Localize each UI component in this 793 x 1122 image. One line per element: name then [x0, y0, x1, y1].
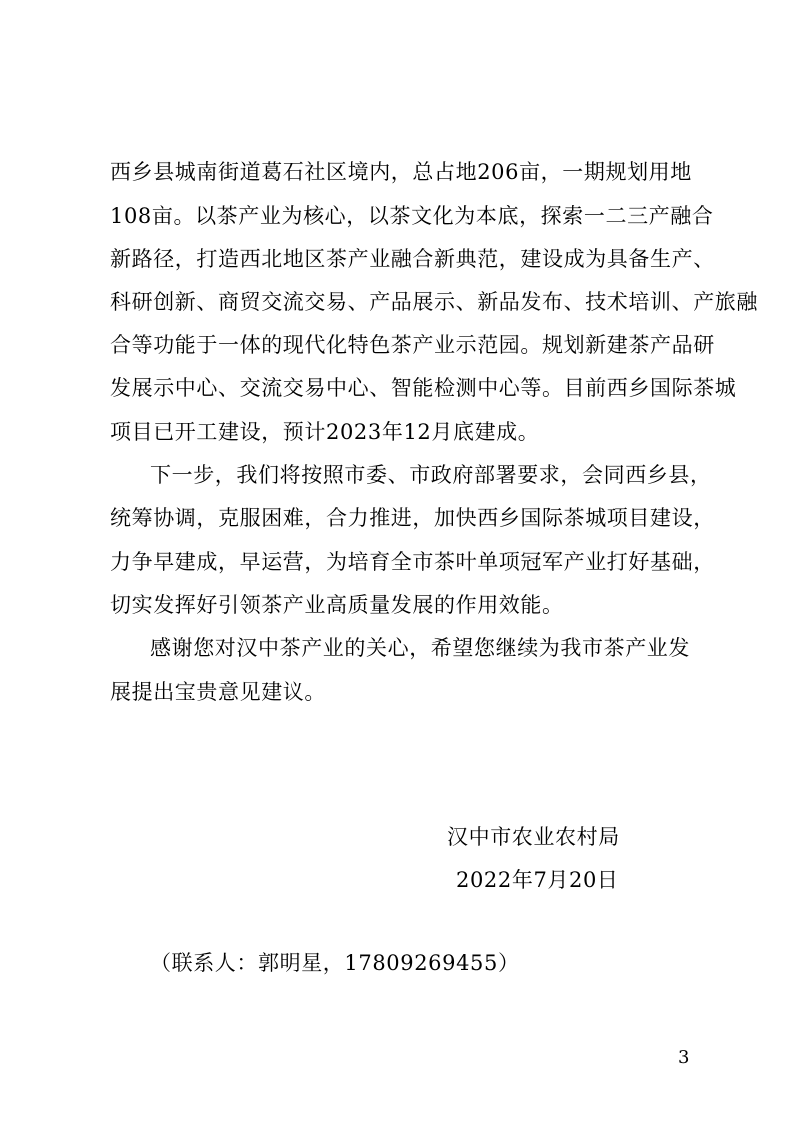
paragraph-line: 展提出宝贵意见建议。 [110, 680, 326, 704]
paragraph-line: 统筹协调，克服困难，合力推进，加快西乡国际茶城项目建设， [110, 506, 715, 530]
signature-date: 2022年7月20日 [456, 868, 619, 892]
paragraph-line: 项目已开工建设，预计2023年12月底建成。 [110, 420, 540, 444]
paragraph-line: 新路径，打造西北地区茶产业融合新典范，建设成为具备生产、 [110, 247, 715, 271]
paragraph-line: 下一步，我们将按照市委、市政府部署要求，会同西乡县， [150, 463, 712, 487]
paragraph-line: 发展示中心、交流交易中心、智能检测中心等。目前西乡国际茶城 [110, 376, 737, 400]
paragraph-line: 感谢您对汉中茶产业的关心，希望您继续为我市茶产业发 [150, 636, 690, 660]
paragraph-line: 力争早建成，早运营，为培育全市茶叶单项冠军产业打好基础， [110, 550, 715, 574]
paragraph-line: 合等功能于一体的现代化特色茶产业示范园。规划新建茶产品研 [110, 333, 715, 357]
paragraph-line: 科研创新、商贸交流交易、产品展示、新品发布、技术培训、产旅融 [110, 290, 758, 314]
signature-organization: 汉中市农业农村局 [447, 825, 620, 849]
paragraph-line: 西乡县城南街道葛石社区境内，总占地206亩，一期规划用地 [110, 160, 692, 184]
paragraph-line: 切实发挥好引领茶产业高质量发展的作用效能。 [110, 593, 564, 617]
page-number: 3 [678, 1047, 690, 1068]
paragraph-line: 108亩。以茶产业为核心，以茶文化为本底，探索一二三产融合 [110, 204, 714, 228]
contact-info: （联系人：郭明星，17809269455） [150, 951, 520, 975]
